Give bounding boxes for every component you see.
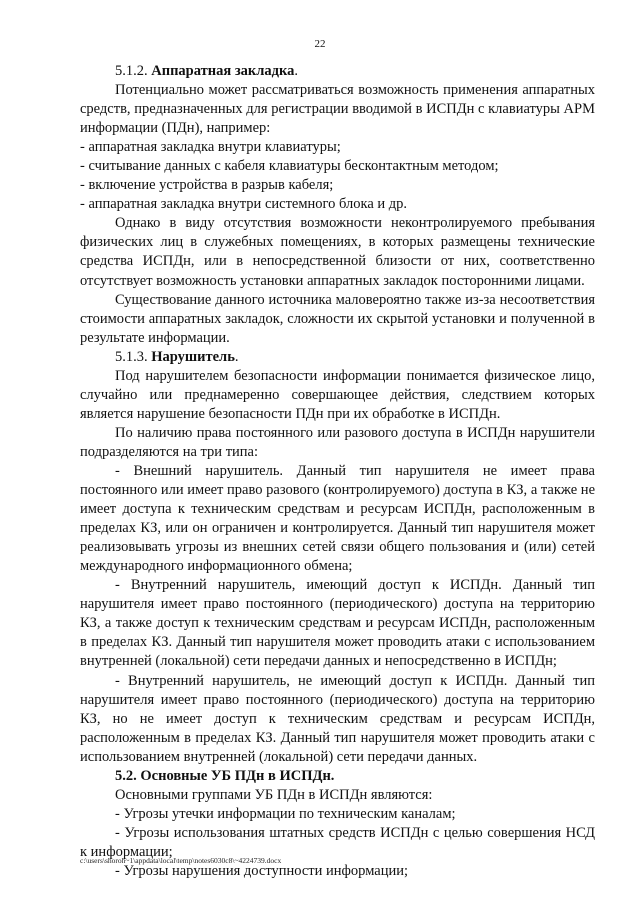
section-number: 5.1.2. — [115, 63, 148, 79]
section-title: Аппаратная закладка — [151, 63, 295, 79]
paragraph: Потенциально может рассматриваться возможность применения аппаратных средств, предназначенных для регистрации вводимой в ИСПДн с клавиатуры АРМ информации (ПДн), например: — [80, 82, 595, 137]
section-number: 5.1.3. — [115, 348, 148, 365]
list-item: - Внешний нарушитель. Данный тип нарушителя не имеет права постоянного или имеет право разового (контролируемого) доступа в КЗ, а также не имеет доступа к техническим средствам и ресурсам ИСПДн, расположенным в пределах КЗ, или он ограничен и контролируется. Данный тип нарушителя может реализовывать угрозы из внешних сетей связи общего пользования и (или) сетей международного информационного обмена; — [80, 462, 595, 575]
section-heading-5-1-3: 5.1.3. Нарушитель. — [115, 348, 239, 365]
paragraph: Существование данного источника маловероятно также из-за несоответствия стоимости аппаратных закладок, сложности их скрытой установки и полученной в результате информации. — [80, 291, 595, 346]
list-item: - включение устройства в разрыв кабеля; — [80, 177, 334, 194]
paragraph: Однако в виду отсутствия возможности неконтролируемого пребывания физических лиц в служебных помещениях, в которых размещены технические средства ИСПДн, или в непосредственной близости от них, соответственно отсутствует возможность установки аппаратных закладок посторонними лицами. — [80, 215, 595, 289]
list-item: - Угрозы нарушения доступности информации; — [115, 862, 409, 879]
list-item: - Угрозы утечки информации по техническим каналам; — [115, 805, 456, 822]
list-item: - Угрозы использования штатных средств ИСПДн с целью совершения НСД к информации; — [80, 824, 595, 860]
list-item: - аппаратная закладка внутри клавиатуры; — [80, 139, 341, 156]
section-heading-5-1-2: 5.1.2. Аппаратная закладка. — [115, 63, 298, 79]
list-item: - Внутренний нарушитель, не имеющий доступ к ИСПДн. Данный тип нарушителя имеет право постоянного (периодического) доступа на территорию КЗ, но не имеет доступ к техническим средствам и ресурсам ИСПДн, расположенным в пределах КЗ. Данный тип нарушителя может проводить атаки с использованием внутренней (локальной) сети передачи данных. — [80, 672, 595, 765]
section-title: 5.2. Основные УБ ПДн в ИСПДн. — [115, 767, 335, 784]
section-heading-5-2 — [80, 767, 595, 786]
section-title: Нарушитель — [151, 348, 235, 365]
footer-file-path: c:\users\shoroh~1\appdata\local\temp\notes6030c8\~4224739.docx — [80, 856, 282, 865]
document-body — [80, 62, 595, 881]
list-item: - аппаратная закладка внутри системного блока и др. — [80, 196, 408, 213]
list-item: - Внутренний нарушитель, имеющий доступ к ИСПДн. Данный тип нарушителя имеет право постоянного (периодического) доступа на территорию КЗ, а также доступ к техническим средствам и ресурсам ИСПДн, расположенным в пределах КЗ. Данный тип нарушителя может проводить атаки с использованием внутренней (локальной) сети передачи данных и непосредственно в ИСПДн; — [80, 577, 595, 670]
list-item: - считывание данных с кабеля клавиатуры бесконтактным методом; — [80, 158, 499, 175]
paragraph: Под нарушителем безопасности информации понимается физическое лицо, случайно или преднамеренно совершающее действия, следствием которых является нарушение безопасности ПДн при их обработке в ИСПДн. — [80, 367, 595, 422]
paragraph: Основными группами УБ ПДн в ИСПДн являются: — [115, 786, 433, 803]
page-number: 22 — [314, 38, 326, 50]
paragraph: По наличию права постоянного или разового доступа в ИСПДн нарушители подразделяются на три типа: — [80, 424, 595, 460]
